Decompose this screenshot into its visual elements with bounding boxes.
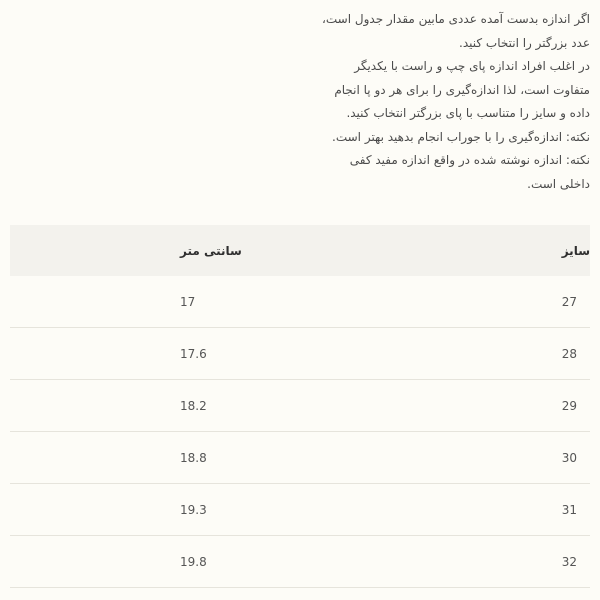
table-row	[10, 328, 590, 380]
cell-size: 31	[393, 484, 590, 536]
cell-size: 28	[393, 328, 590, 380]
cell-centimeter: 17	[10, 276, 393, 328]
cell-centimeter: 19.3	[10, 484, 393, 536]
cell-size: 27	[393, 276, 590, 328]
size-table	[10, 225, 590, 588]
cell-size: 29	[393, 380, 590, 432]
note-line: متفاوت است، لذا اندازه‌گیری را برای هر دو پا انجام	[334, 82, 590, 97]
table-row	[10, 380, 590, 432]
note-line: در اغلب افراد اندازه پای چپ و راست با یکدیگر	[354, 59, 590, 73]
cell-centimeter: 19.8	[10, 536, 393, 588]
table-header-row	[10, 225, 590, 276]
table-row	[10, 536, 590, 588]
note-line: اگر اندازه بدست آمده عددی مابین مقدار جدول است،	[322, 12, 590, 26]
cell-centimeter: 18.2	[10, 380, 393, 432]
note-line: داده و سایز را متناسب با پای بزرگتر انتخاب کنید.	[346, 106, 590, 120]
header-centimeter: سانتی متر	[10, 225, 393, 276]
cell-size: 32	[393, 536, 590, 588]
cell-centimeter: 17.6	[10, 328, 393, 380]
cell-size: 30	[393, 432, 590, 484]
cell-centimeter: 18.8	[10, 432, 393, 484]
note-line: نکته: اندازه‌گیری را با جوراب انجام بدهید بهتر است.	[332, 129, 590, 144]
size-guide-notes	[322, 8, 590, 196]
note-line: نکته: اندازه نوشته شده در واقع اندازه مفید کفی	[349, 153, 590, 167]
note-line: داخلی است.	[527, 176, 590, 191]
note-line: عدد بزرگتر را انتخاب کنید.	[459, 35, 590, 50]
table-row	[10, 276, 590, 328]
header-size: سایز	[393, 225, 590, 276]
table-row	[10, 432, 590, 484]
table-row	[10, 484, 590, 536]
